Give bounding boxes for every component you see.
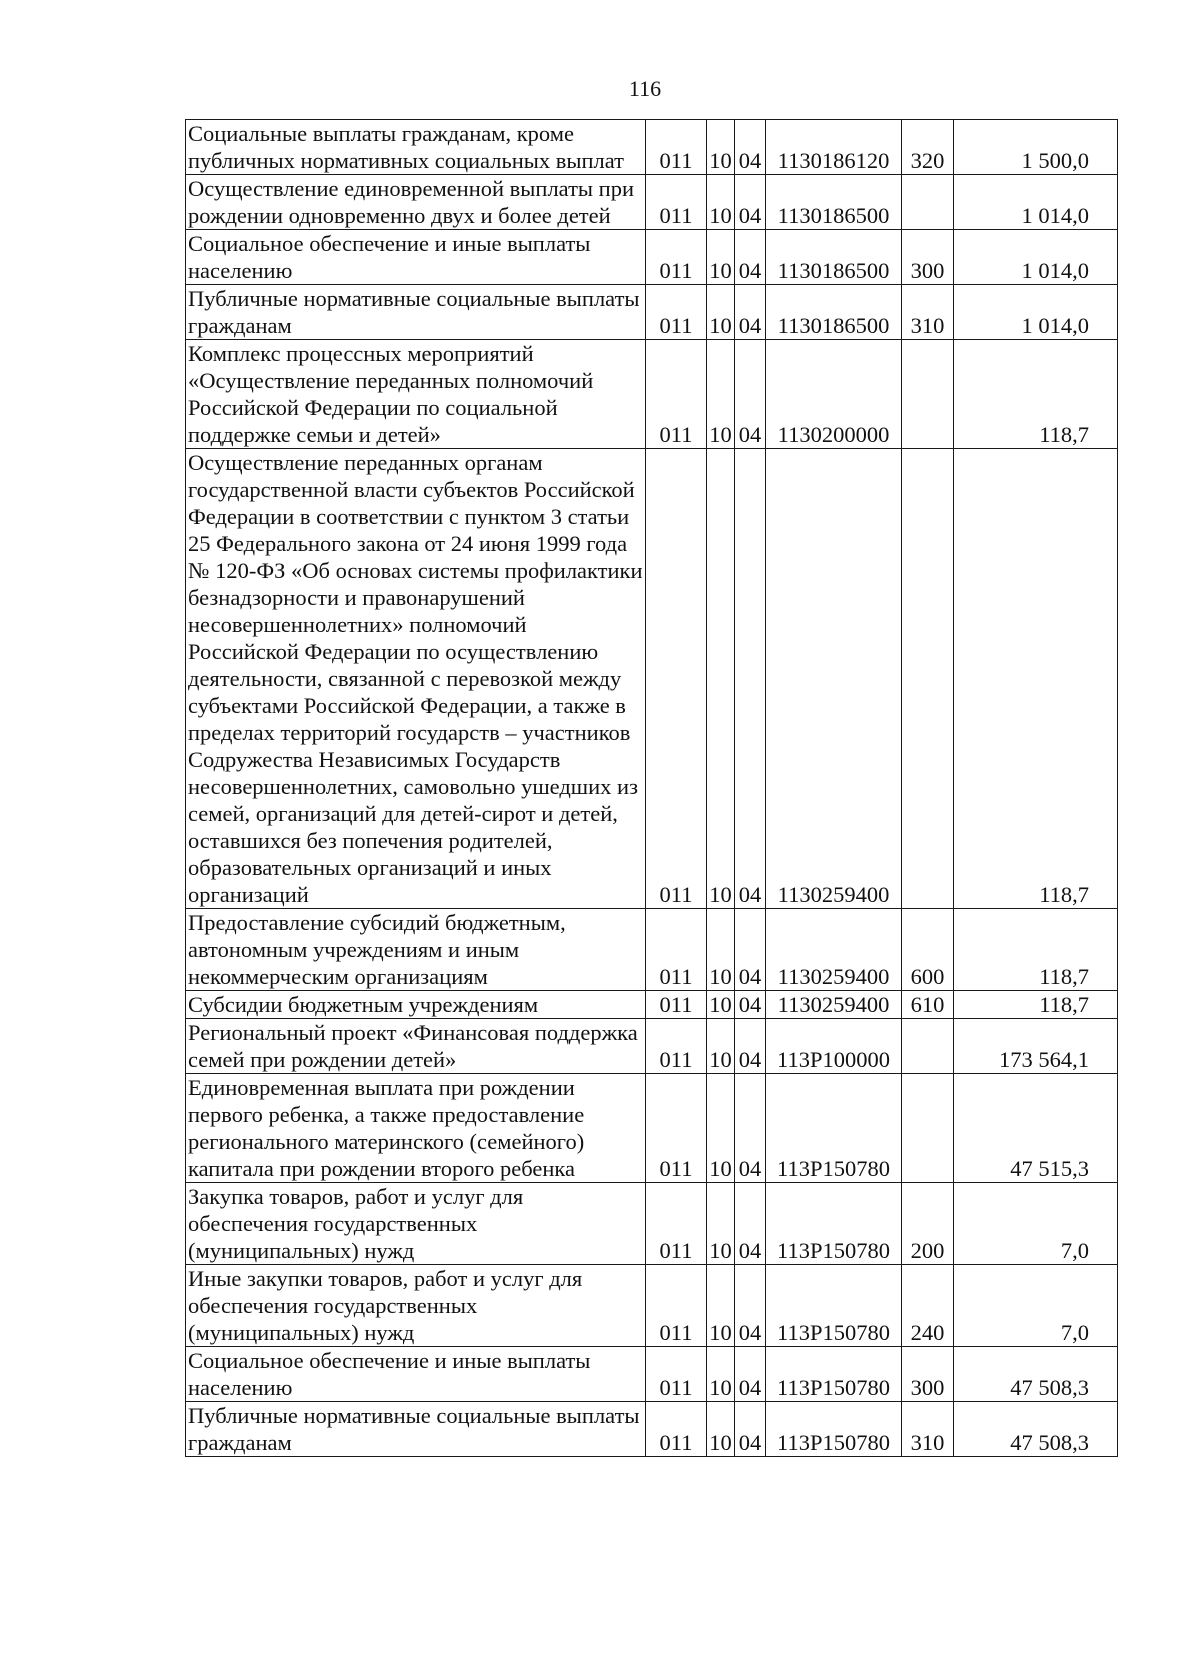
row-name: Комплекс процессных мероприятий «Осуществление переданных полномочий Российской Федерации по социальной поддержке семьи и детей» [186,340,646,449]
row-sum: 7,0 [954,1265,1118,1347]
row-ved: 011 [646,449,707,909]
row-sum: 1 014,0 [954,285,1118,340]
row-sum: 1 500,0 [954,120,1118,175]
row-rz: 10 [707,285,735,340]
row-sum: 47 508,3 [954,1347,1118,1402]
row-pr: 04 [735,120,766,175]
row-csr: 113Р100000 [766,1019,902,1074]
row-name: Социальное обеспечение и иные выплаты населению [186,230,646,285]
row-ved: 011 [646,1074,707,1183]
row-rz: 10 [707,909,735,991]
row-sum: 118,7 [954,991,1118,1019]
row-csr: 1130186500 [766,285,902,340]
row-pr: 04 [735,1019,766,1074]
row-sum: 118,7 [954,340,1118,449]
row-csr: 113Р150780 [766,1347,902,1402]
row-csr: 113Р150780 [766,1183,902,1265]
row-name: Осуществление переданных органам государственной власти субъектов Российской Федерации в соответствии с пунктом 3 статьи 25 Федерального закона от 24 июня 1999 года № 120-ФЗ «Об основах системы профилактики безнадзорности и правонарушений несовершеннолетних» полномочий Российской Федерации по осуществлению деятельности, связанной с перевозкой между субъектами Российской Федерации, а также в пределах территорий государств – участников Содружества Независимых Государств несовершеннолетних, самовольно ушедших из семей, организаций для детей-сирот и детей, оставшихся без попечения родителей, образовательных организаций и иных организаций [186,449,646,909]
row-ved: 011 [646,120,707,175]
row-ved: 011 [646,175,707,230]
row-pr: 04 [735,1265,766,1347]
row-rz: 10 [707,1019,735,1074]
row-vr [902,340,954,449]
row-csr: 1130259400 [766,991,902,1019]
budget-table-body [186,120,1118,1457]
row-rz: 10 [707,120,735,175]
row-vr: 200 [902,1183,954,1265]
row-sum: 1 014,0 [954,230,1118,285]
row-name: Публичные нормативные социальные выплаты гражданам [186,285,646,340]
table-row [186,991,1118,1019]
table-row [186,340,1118,449]
row-ved: 011 [646,340,707,449]
row-csr: 1130186120 [766,120,902,175]
table-row [186,175,1118,230]
row-pr: 04 [735,909,766,991]
row-name: Региональный проект «Финансовая поддержка семей при рождении детей» [186,1019,646,1074]
row-csr: 1130259400 [766,909,902,991]
row-ved: 011 [646,991,707,1019]
table-row [186,230,1118,285]
row-csr: 1130186500 [766,230,902,285]
table-row [186,1074,1118,1183]
row-ved: 011 [646,1019,707,1074]
row-csr: 113Р150780 [766,1074,902,1183]
row-pr: 04 [735,1402,766,1457]
row-sum: 1 014,0 [954,175,1118,230]
row-pr: 04 [735,1183,766,1265]
row-name: Иные закупки товаров, работ и услуг для обеспечения государственных (муниципальных) нужд [186,1265,646,1347]
row-sum: 47 515,3 [954,1074,1118,1183]
row-rz: 10 [707,1183,735,1265]
row-vr: 310 [902,285,954,340]
row-name: Субсидии бюджетным учреждениям [186,991,646,1019]
row-pr: 04 [735,230,766,285]
row-rz: 10 [707,1402,735,1457]
row-name: Единовременная выплата при рождении первого ребенка, а также предоставление регионального материнского (семейного) капитала при рождении второго ребенка [186,1074,646,1183]
row-name: Публичные нормативные социальные выплаты гражданам [186,1402,646,1457]
row-vr: 310 [902,1402,954,1457]
table-row [186,285,1118,340]
row-name: Социальные выплаты гражданам, кроме публичных нормативных социальных выплат [186,120,646,175]
row-ved: 011 [646,1183,707,1265]
page-number: 116 [628,76,662,101]
row-vr: 610 [902,991,954,1019]
row-name: Закупка товаров, работ и услуг для обеспечения государственных (муниципальных) нужд [186,1183,646,1265]
row-csr: 1130200000 [766,340,902,449]
row-csr: 1130186500 [766,175,902,230]
table-row [186,1347,1118,1402]
row-rz: 10 [707,449,735,909]
row-csr: 1130259400 [766,449,902,909]
row-ved: 011 [646,1347,707,1402]
row-pr: 04 [735,175,766,230]
table-row [186,1265,1118,1347]
table-row [186,1019,1118,1074]
table-row [186,909,1118,991]
row-pr: 04 [735,340,766,449]
row-rz: 10 [707,340,735,449]
row-vr [902,1019,954,1074]
table-row [186,1402,1118,1457]
row-vr [902,449,954,909]
row-sum: 118,7 [954,449,1118,909]
row-pr: 04 [735,991,766,1019]
table-row [186,120,1118,175]
row-rz: 10 [707,230,735,285]
row-ved: 011 [646,1402,707,1457]
row-ved: 011 [646,1265,707,1347]
row-vr: 320 [902,120,954,175]
row-vr [902,1074,954,1183]
row-csr: 113Р150780 [766,1265,902,1347]
row-vr: 300 [902,1347,954,1402]
row-name: Социальное обеспечение и иные выплаты населению [186,1347,646,1402]
row-vr: 300 [902,230,954,285]
row-rz: 10 [707,1265,735,1347]
budget-table [185,119,1118,1457]
row-vr: 600 [902,909,954,991]
row-pr: 04 [735,285,766,340]
table-row [186,449,1118,909]
table-row [186,1183,1118,1265]
row-sum: 7,0 [954,1183,1118,1265]
row-ved: 011 [646,230,707,285]
row-rz: 10 [707,1074,735,1183]
row-csr: 113Р150780 [766,1402,902,1457]
row-sum: 47 508,3 [954,1402,1118,1457]
row-name: Осуществление единовременной выплаты при рождении одновременно двух и более детей [186,175,646,230]
row-pr: 04 [735,1347,766,1402]
row-pr: 04 [735,1074,766,1183]
row-rz: 10 [707,175,735,230]
row-vr [902,175,954,230]
row-sum: 173 564,1 [954,1019,1118,1074]
row-vr: 240 [902,1265,954,1347]
row-ved: 011 [646,285,707,340]
row-ved: 011 [646,909,707,991]
row-pr: 04 [735,449,766,909]
row-rz: 10 [707,1347,735,1402]
row-name: Предоставление субсидий бюджетным, автономным учреждениям и иным некоммерческим организациям [186,909,646,991]
row-rz: 10 [707,991,735,1019]
row-sum: 118,7 [954,909,1118,991]
